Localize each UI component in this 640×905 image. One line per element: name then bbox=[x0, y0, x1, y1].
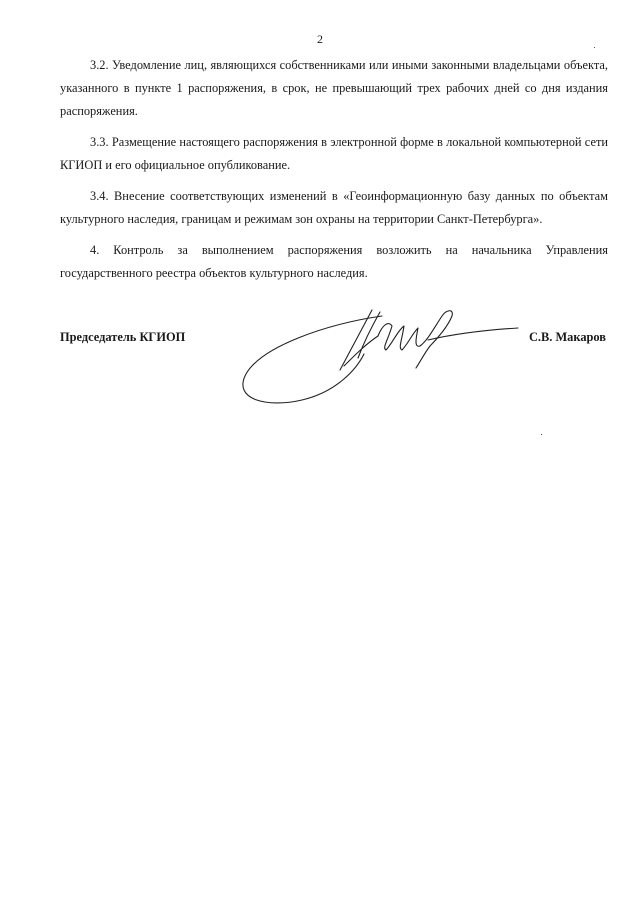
handwritten-signature bbox=[232, 296, 522, 416]
document-body bbox=[60, 54, 608, 285]
paragraph-3-4: 3.4. Внесение соответствующих изменений в «Геоинформационную базу данных по объектам культурного наследия, границам и режимам зон охраны на территории Санкт-Петербурга». bbox=[60, 189, 608, 226]
signer-name: С.В. Макаров bbox=[528, 330, 606, 344]
paragraph-3-3: 3.3. Размещение настоящего распоряжения в электронной форме в локальной компьютерной сети КГИОП и его официальное опубликование. bbox=[60, 135, 608, 172]
scan-speck bbox=[594, 47, 595, 48]
paragraph-4: 4. Контроль за выполнением распоряжения возложить на начальника Управления государственного реестра объектов культурного наследия. bbox=[60, 243, 608, 280]
page-number: 2 bbox=[317, 32, 323, 46]
scan-speck bbox=[541, 434, 542, 435]
signature-cursive bbox=[378, 311, 452, 368]
signature-loop bbox=[243, 316, 382, 403]
signer-title: Председатель КГИОП bbox=[60, 330, 186, 344]
paragraph-3-2: 3.2. Уведомление лиц, являющихся собственниками или иными законными владельцами объекта, указанного в пункте 1 распоряжения, в срок, не превышающий трех рабочих дней со дня издания распоряжения. bbox=[60, 58, 608, 118]
